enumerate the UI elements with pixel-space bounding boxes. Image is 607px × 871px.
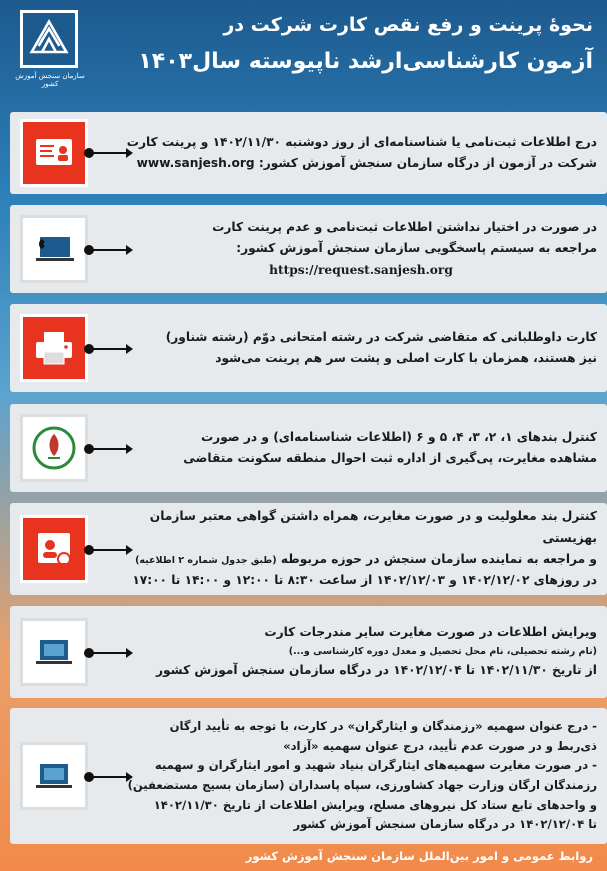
card-line: ذی‌ربط و در صورت عدم تأیید، درج عنوان سهمیه «آزاد» [283,738,597,753]
printer-icon [20,314,88,382]
laptop-icon [20,742,88,810]
footer-credit: روابط عمومی و امور بین‌الملل سازمان سنجش آموزش کشور [245,849,593,863]
info-card-7 [0,708,607,844]
card-line: کارت داوطلبانی که متقاضی شرکت در رشته امتحانی دوّم (رشته شناور) [165,329,597,344]
card-line [125,549,597,570]
info-card-2 [0,205,607,293]
title-line-1: نحوهٔ پرینت و رفع نقص کارت شرکت در [223,14,593,36]
info-card-6 [0,606,607,698]
id-profile-icon [20,515,88,583]
laptop-icon [20,618,88,686]
card-line: مشاهده مغایرت، پی‌گیری از اداره ثبت احوال منطقه سکونت متقاضی [183,451,597,465]
card-line: در روزهای ۱۴۰۲/۱۲/۰۲ و ۱۴۰۲/۱۲/۰۳ از ساعت ۸:۳۰ تا ۱۲:۰۰ و ۱۴:۰۰ تا ۱۷:۰۰ [132,573,597,588]
info-card-5 [0,503,607,595]
civil-registry-logo-icon [20,414,88,482]
card-line: رزمندگان ارگان وزارت جهاد کشاورزی، سپاه پاسداران (سازمان بسیج مستضعفین) [127,778,597,792]
phone-laptop-icon [20,215,88,283]
card-line: شرکت در آزمون از درگاه سازمان سنجش آموزش کشور: www.sanjesh.org [136,156,597,170]
card-note: (نام رشته تحصیلی، نام محل تحصیل و معدل دوره کارشناسی و...) [288,645,597,657]
logo-caption: سازمان سنجش آموزش کشور [15,72,85,88]
card-line: تا ۱۴۰۲/۱۲/۰۴ در درگاه سازمان سنجش آموزش کشور [293,817,597,832]
card-line: مراجعه به سیستم پاسخگویی سازمان سنجش آموزش کشور: [236,241,597,256]
id-card-icon [20,119,88,187]
page-title [93,10,593,80]
card-note: (طبق جدول شماره ۲ اطلاعیه) [135,555,277,566]
title-line-2: آزمون کارشناسی‌ارشد ناپیوسته سال۱۴۰۳ [138,49,593,74]
card-line: کنترل بندهای ۱، ۲، ۳، ۴، ۵ و ۶ (اطلاعات شناسنامه‌ای) و در صورت [200,429,597,444]
info-card-1-text [125,112,597,194]
info-card-4 [0,404,607,492]
info-card-5-text [125,503,597,595]
card-line-part: و مراجعه به نماینده سازمان سنجش در حوزه مربوطه [280,552,597,566]
info-card-1 [0,112,607,194]
card-line: در صورت در اختیار نداشتن اطلاعات ثبت‌نامی و عدم پرینت کارت [212,219,597,234]
info-card-2-text [125,205,597,293]
card-line: - درج عنوان سهمیه «رزمندگان و ایثارگران» در کارت، با توجه به تأیید ارگان [169,718,597,733]
card-line: درج اطلاعات ثبت‌نامی یا شناسنامه‌ای از روز دوشنبه ۱۴۰۲/۱۱/۳۰ و پرینت کارت [126,134,597,149]
card-line: کنترل بند معلولیت و در صورت مغایرت، همراه داشتن گواهی معتبر سازمان بهزیستی [149,509,597,545]
request-url-link[interactable]: https://request.sanjesh.org [269,262,453,277]
card-line: - در صورت مغایرت سهمیه‌های ایثارگران بنیاد شهید و امور ایثارگران و سهمیه [154,758,597,773]
card-line: و واحدهای تابع ستاد کل نیروهای مسلح، ویرایش اطلاعات از تاریخ ۱۴۰۲/۱۱/۳۰ [153,797,597,812]
card-line: نیز هستند، همزمان با کارت اصلی و پشت سر هم پرینت می‌شود [215,351,597,365]
info-card-6-text [125,606,597,698]
info-card-4-text [125,404,597,492]
info-card-7-text [125,708,597,844]
info-card-3 [0,304,607,392]
info-card-3-text [125,304,597,392]
card-line: از تاریخ ۱۴۰۲/۱۱/۳۰ تا ۱۴۰۲/۱۲/۰۴ در درگاه سازمان سنجش آموزش کشور [156,663,597,678]
header [0,0,607,100]
card-line: ویرایش اطلاعات در صورت مغایرت سایر مندرجات کارت [264,625,597,640]
sanjesh-logo [20,10,78,68]
